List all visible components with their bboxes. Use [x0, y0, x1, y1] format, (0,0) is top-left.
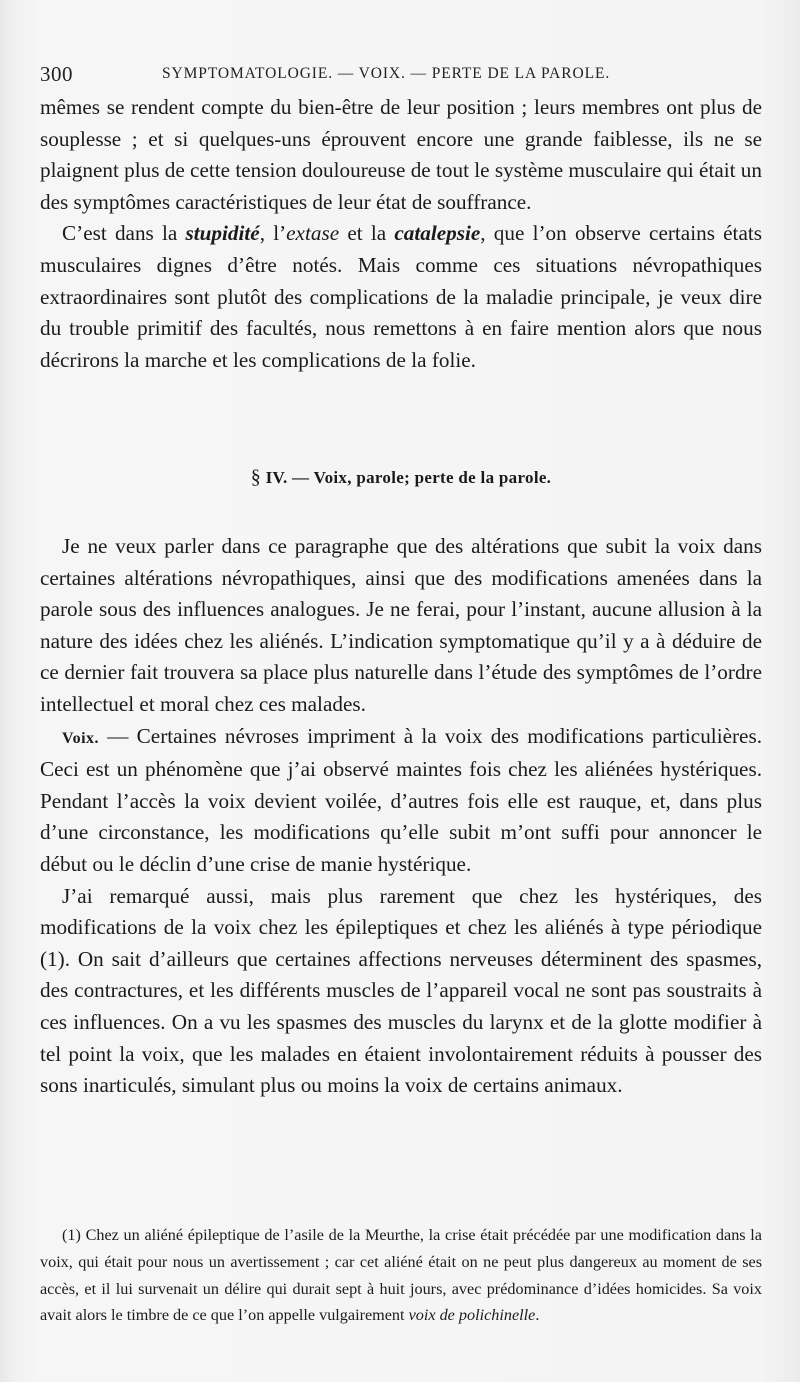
footnote-italic: voix de polichinelle — [408, 1306, 536, 1325]
footnote-text: (1) Chez un aliéné épileptique de l’asile de la Meurthe, la crise était précédée par une modification dans la voix, qui était pour nous un avertissement ; car cet aliéné était on ne peut plus dangereux au moment de ses accès, et il lui survenait un délire qui durait sept à huit jours, avec prédominance d’idées homicides. Sa voix avait alors le timbre de ce que l’on appelle vulgairement — [40, 1226, 762, 1325]
running-title: SYMPTOMATOLOGIE. — VOIX. — PERTE DE LA PAROLE. — [162, 65, 611, 82]
page-header — [40, 62, 762, 92]
term-catalepsie: catalepsie — [394, 221, 481, 246]
paragraph-2-text-b: , l’ — [259, 221, 287, 246]
section-title-text: IV. — Voix, parole; perte de la parole. — [265, 468, 552, 487]
paragraph-2-text-d: , que l’on observe certains états musculaires dignes d’être notés. Mais comme ces situations névropathiques extraordinaires sont plutôt des complications de la maladie principale, je veux dire du trouble primitif des facultés, nous remettons à en faire mention alors que nous décrirons la marche et les complications de la folie. — [40, 221, 762, 372]
paragraph-5: J’ai remarqué aussi, mais plus rarement que chez les hystériques, des modifications de la voix chez les épileptiques et chez les aliénés à type périodique (1). On sait d’ailleurs que certaines affections nerveuses déterminent des spasmes, des contractures, et les différents muscles de l’appareil vocal ne sont pas soustraits à ces influences. On a vu les spasmes des muscles du larynx et de la glotte modifier à tel point la voix, que les malades en étaient involontairement réduits à pousser des sons inarticulés, simulant plus ou moins la voix de certains animaux. — [40, 883, 762, 1098]
footnote — [40, 1222, 762, 1329]
footnote-1 — [40, 1222, 762, 1329]
page-number: 300 — [40, 62, 73, 86]
paragraph-4-text: — Certaines névroses impriment à la voix des modifications particulières. Ceci est un phénomène que j’ai observé maintes fois chez les aliénées hystériques. Pendant l’accès la voix devient voilée, d’autres fois elle est rauque, et, dans plus d’une circonstance, les modifications qu’elle subit m’ont suffi pour annoncer le début ou le déclin d’une crise de manie hystérique. — [40, 723, 762, 876]
text-block-bottom — [40, 531, 762, 1102]
footnote-end: . — [535, 1306, 540, 1325]
text-block-top — [40, 92, 762, 376]
section-heading — [40, 466, 762, 489]
paragraph-1: mêmes se rendent compte du bien-être de leur position ; leurs membres ont plus de souplesse ; et si quelques-uns éprouvent encore une grande faiblesse, ils ne se plaignent plus de cette tension douloureuse de tout le système musculaire qui était un des symptômes caractéristiques de leur état de souffrance. — [40, 95, 762, 214]
paragraph-4 — [40, 721, 762, 881]
term-extase: extase — [286, 221, 340, 246]
paragraph-2 — [40, 218, 762, 376]
term-stupidite: stupidité — [185, 221, 260, 246]
section-sign: § — [250, 466, 262, 488]
paragraph-3: Je ne veux parler dans ce paragraphe que des altérations que subit la voix dans certaines altérations névropathiques, ainsi que des modifications amenées dans la parole sous des influences analogues. Je ne ferai, pour l’instant, aucune allusion à la nature des idées chez les aliénés. L’indication symptomatique qu’il y a à déduire de ce dernier fait trouvera sa place plus naturelle dans l’étude des symptômes de l’ordre intellectuel et moral chez ces malades. — [40, 534, 762, 716]
run-in-heading: Voix. — [62, 729, 100, 747]
paragraph-2-text-c: et la — [339, 221, 395, 246]
paragraph-2-text-a: C’est dans la — [62, 221, 186, 246]
